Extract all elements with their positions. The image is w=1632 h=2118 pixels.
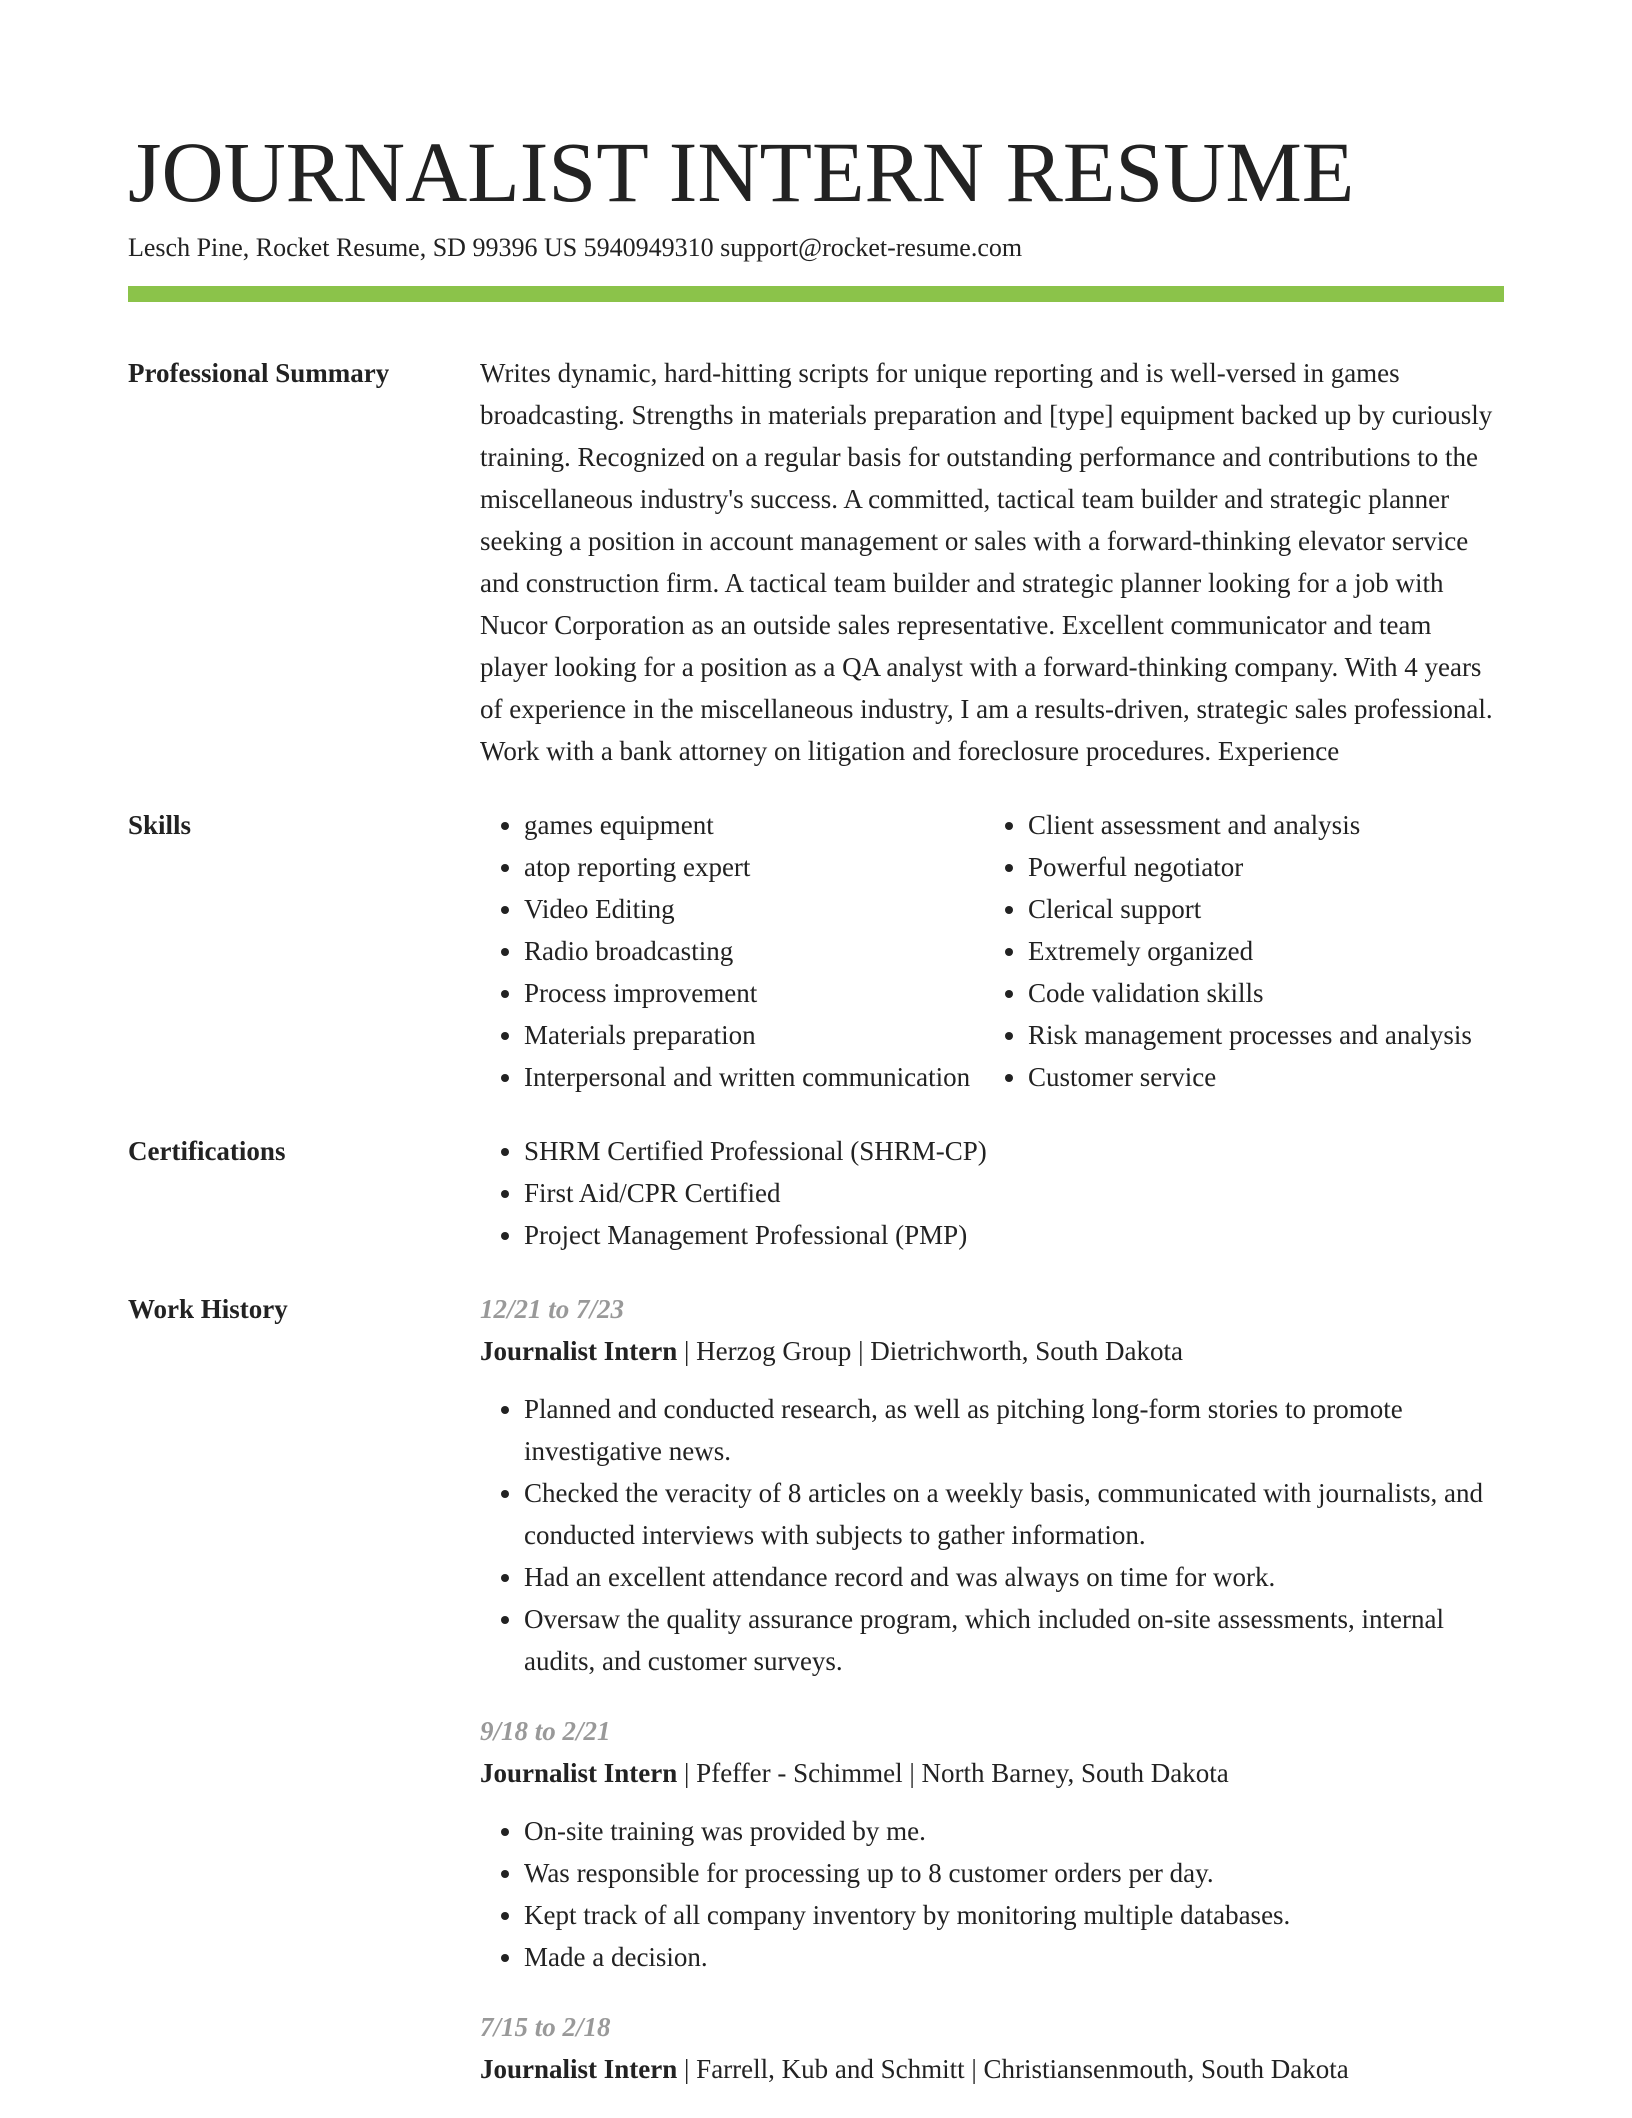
list-item: • Checked the veracity of 8 articles on a weekly basis, communicated with journalists, and conducted interviews with subjects to gather information. bbox=[524, 1472, 1504, 1556]
job-heading bbox=[480, 2048, 1504, 2090]
resume-page bbox=[128, 0, 1504, 2118]
list-item: • SHRM Certified Professional (SHRM-CP) bbox=[524, 1130, 1504, 1172]
list-item: • Extremely organized bbox=[1028, 930, 1504, 972]
summary-section bbox=[128, 352, 1504, 772]
section-label-skills: Skills bbox=[128, 810, 192, 840]
section-label-work-history: Work History bbox=[128, 1294, 288, 1324]
list-item: • Risk management processes and analysis bbox=[1028, 1014, 1504, 1056]
list-item: • Planned and conducted research, as well as pitching long-form stories to promote investigative news. bbox=[524, 1388, 1504, 1472]
list-item: • Powerful negotiator bbox=[1028, 846, 1504, 888]
list-item: • Radio broadcasting bbox=[524, 930, 984, 972]
job-entry bbox=[480, 1710, 1504, 1978]
list-item: • Client assessment and analysis bbox=[1028, 804, 1504, 846]
list-item: • Customer service bbox=[1028, 1056, 1504, 1098]
job-dates: 12/21 to 7/23 bbox=[480, 1294, 625, 1324]
list-item: • Had an excellent attendance record and was always on time for work. bbox=[524, 1556, 1504, 1598]
job-title: Journalist Intern bbox=[480, 2054, 678, 2084]
list-item: • Project Management Professional (PMP) bbox=[524, 1214, 1504, 1256]
list-item: • On-site training was provided by me. bbox=[524, 1810, 1504, 1852]
summary-text: Writes dynamic, hard-hitting scripts for unique reporting and is well-versed in games broadcasting. Strengths in materials preparation and [type] equipment backed up by curiously training. Recognized on a regular basis for outstanding performance and contributions to the miscellaneous industry's success. A committed, tactical team builder and strategic planner seeking a position in account management or sales with a forward-thinking elevator service and construction firm. A tactical team builder and strategic planner looking for a job with Nucor Corporation as an outside sales representative. Excellent communicator and team player looking for a position as a QA analyst with a forward-thinking company. With 4 years of experience in the miscellaneous industry, I am a results-driven, strategic sales professional. Work with a bank attorney on litigation and foreclosure procedures. Experience bbox=[480, 358, 1493, 766]
list-item: • Made a decision. bbox=[524, 1936, 1504, 1978]
skills-section bbox=[128, 804, 1504, 1098]
section-label-summary: Professional Summary bbox=[128, 358, 390, 388]
certifications-section bbox=[128, 1130, 1504, 1256]
job-bullets bbox=[480, 1388, 1504, 1682]
list-item: • Was responsible for processing up to 8 customer orders per day. bbox=[524, 1852, 1504, 1894]
list-item: • atop reporting expert bbox=[524, 846, 984, 888]
job-dates: 9/18 to 2/21 bbox=[480, 1716, 611, 1746]
contact-line: Lesch Pine, Rocket Resume, SD 99396 US 5940949310 support@rocket-resume.com bbox=[128, 233, 1023, 262]
job-details: | Farrell, Kub and Schmitt | Christiansenmouth, South Dakota bbox=[677, 2054, 1349, 2084]
job-details: | Pfeffer - Schimmel | North Barney, South Dakota bbox=[677, 1758, 1229, 1788]
job-entry bbox=[480, 2006, 1504, 2090]
header-divider bbox=[128, 286, 1504, 302]
job-entry bbox=[480, 1288, 1504, 1682]
list-item: • First Aid/CPR Certified bbox=[524, 1172, 1504, 1214]
list-item: • Materials preparation bbox=[524, 1014, 984, 1056]
certifications-body bbox=[480, 1130, 1504, 1256]
job-heading bbox=[480, 1330, 1504, 1372]
resume-title: JOURNALIST INTERN RESUME bbox=[128, 124, 1355, 220]
skills-list-left bbox=[480, 804, 984, 1098]
section-label-certifications: Certifications bbox=[128, 1136, 286, 1166]
work-history-body bbox=[480, 1288, 1504, 2118]
list-item: • Process improvement bbox=[524, 972, 984, 1014]
job-details: | Herzog Group | Dietrichworth, South Dakota bbox=[677, 1336, 1183, 1366]
list-item: • Kept track of all company inventory by monitoring multiple databases. bbox=[524, 1894, 1504, 1936]
job-title: Journalist Intern bbox=[480, 1336, 678, 1366]
job-title: Journalist Intern bbox=[480, 1758, 678, 1788]
list-item: • games equipment bbox=[524, 804, 984, 846]
work-history-section bbox=[128, 1288, 1504, 2118]
certifications-list bbox=[480, 1130, 1504, 1256]
job-bullets bbox=[480, 1810, 1504, 1978]
skills-body bbox=[480, 804, 1504, 1098]
list-item: • Video Editing bbox=[524, 888, 984, 930]
skills-columns bbox=[480, 804, 1504, 1098]
job-dates: 7/15 to 2/18 bbox=[480, 2012, 611, 2042]
list-item: • Code validation skills bbox=[1028, 972, 1504, 1014]
list-item: • Clerical support bbox=[1028, 888, 1504, 930]
list-item: • Interpersonal and written communication bbox=[524, 1056, 984, 1098]
list-item: • Oversaw the quality assurance program, which included on-site assessments, internal audits, and customer surveys. bbox=[524, 1598, 1504, 1682]
job-heading bbox=[480, 1752, 1504, 1794]
skills-list-right bbox=[984, 804, 1504, 1098]
